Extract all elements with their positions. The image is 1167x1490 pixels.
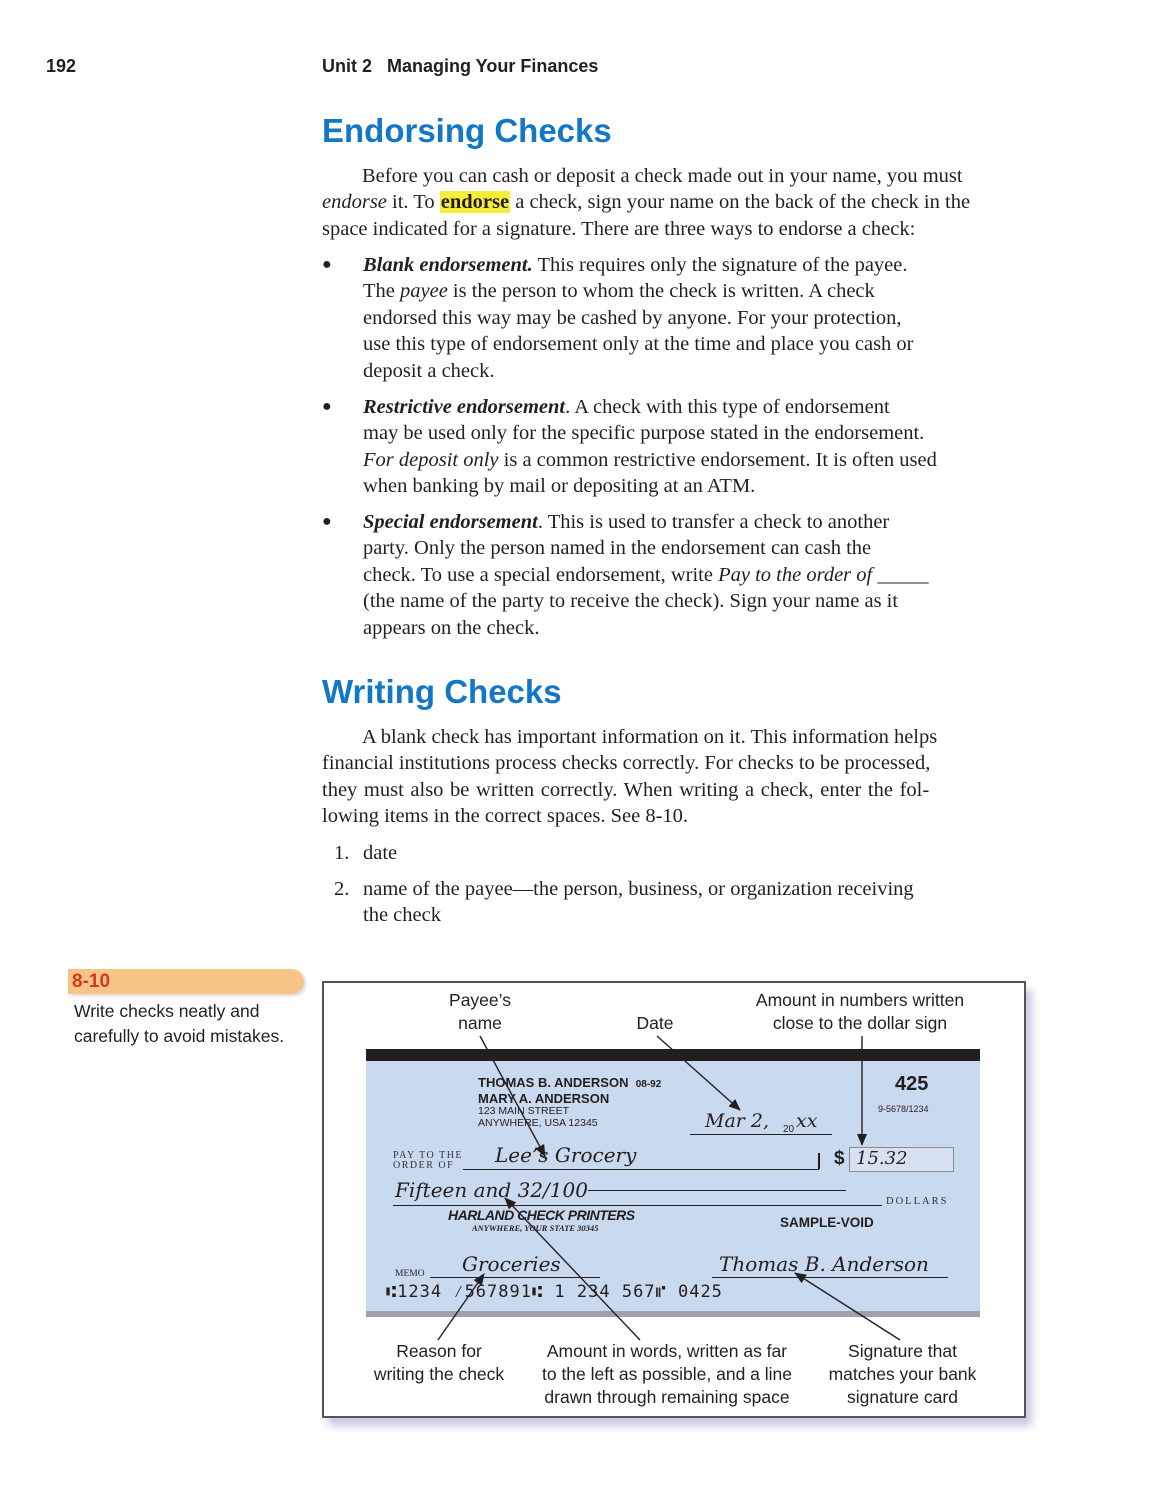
bullet-icon: ● [322, 513, 332, 530]
page-number: 192 [46, 56, 77, 76]
year-written: xx [796, 1110, 818, 1132]
amount-words: Fifteen and 32/100 [395, 1178, 588, 1202]
label-amount-words: Amount in words, written as far to the left as possible, and a line drawn through remaining space [541, 1341, 793, 1407]
arrow-memo [438, 1274, 484, 1340]
arrow-signature [795, 1273, 900, 1340]
printer-address: ANYWHERE, YOUR STATE 30345 [472, 1223, 599, 1233]
label-payee-name: Payee’s name [449, 990, 511, 1033]
memo-label: MEMO [395, 1269, 425, 1279]
numbered-item: 2. name of the payee—the person, business, or organization receiving the check [334, 878, 914, 927]
figure-caption: Write checks neatly and carefully to avoid mistakes. [74, 1001, 285, 1046]
arrow-payee [480, 1036, 545, 1156]
label-date: Date [636, 1013, 674, 1033]
bullet-item: ● Special endorsement. This is used to transfer a check to another party. Only the person named in the endorsement can cash the check. To use a special endorsement, write Pay to the order of _____ (the name of the party to receive the check). Sign your name as it appears on the check. [322, 511, 929, 639]
bullet-icon: ● [322, 256, 332, 273]
year-prefix: 20 [783, 1124, 795, 1135]
owner-address: 123 MAIN STREET ANYWHERE, USA 12345 [478, 1105, 598, 1129]
bullet-item: ● Blank endorsement. This requires only the signature of the payee. The payee is the person to whom the check is written. A check endorsed this way may be cashed by anyone. For your protection, use this type of endorsement only at the time and place you cash or deposit a check. [322, 254, 914, 382]
pay-to-label: PAY TO THE ORDER OF [393, 1150, 464, 1171]
memo-written: Groceries [462, 1252, 561, 1276]
dollars-label: DOLLARS [886, 1196, 949, 1207]
intro-line: Before you can cash or deposit a check made out in your name, you must [362, 165, 963, 187]
printer-name: HARLAND CHECK PRINTERS [448, 1207, 635, 1223]
writing-intro: A blank check has important information on it. This information helps financial institutions process checks correctly. For checks to be processed, they must also be written correctly. When writing a check, enter the fol- lowing items in the correct spaces. See 8-10. [322, 726, 938, 828]
label-amount-numbers: Amount in numbers written close to the dollar sign [755, 990, 965, 1033]
payee-written: Lee’s Grocery [495, 1143, 637, 1167]
owner-block: THOMAS B. ANDERSON 08-92 MARY A. ANDERSON [478, 1075, 662, 1106]
routing-fraction: 9-5678/1234 [878, 1104, 929, 1114]
section-title-writing-checks: Writing Checks [322, 673, 562, 710]
running-header: Unit 2 Managing Your Finances [322, 56, 599, 76]
section-title-endorsing-checks: Endorsing Checks [322, 112, 612, 149]
amount-numeric: 15.32 [856, 1148, 908, 1169]
numbered-item: 1. date [334, 842, 398, 864]
check-number: 425 [895, 1073, 929, 1095]
label-signature: Signature that matches your bank signature card [828, 1341, 977, 1407]
intro-line: endorse it. To endorse a check, sign your name on the back of the check in the [322, 191, 971, 214]
arrow-date [657, 1036, 740, 1110]
highlighted-term: endorse [440, 191, 510, 214]
bullet-item: ● Restrictive endorsement. A check with this type of endorsement may be used only for the specific purpose stated in the endorsement. For deposit only is a common restrictive endorsement. It is often used when banking by mail or depositing at an ATM. [322, 396, 937, 498]
intro-line: space indicated for a signature. There are three ways to endorse a check: [322, 217, 916, 240]
figure-number: 8-10 [72, 971, 111, 992]
micr-line: ⑆1234 ⁄567891⑆ 1 234 567⑈ 0425 [386, 1282, 723, 1302]
signature: Thomas B. Anderson [719, 1252, 929, 1276]
bullet-icon: ● [322, 398, 332, 415]
label-memo-reason: Reason for writing the check [373, 1341, 505, 1384]
date-written: Mar 2, [705, 1110, 770, 1132]
arrow-words [505, 1198, 640, 1340]
dollar-sign: $ [834, 1148, 845, 1169]
sample-void: SAMPLE-VOID [780, 1215, 874, 1230]
